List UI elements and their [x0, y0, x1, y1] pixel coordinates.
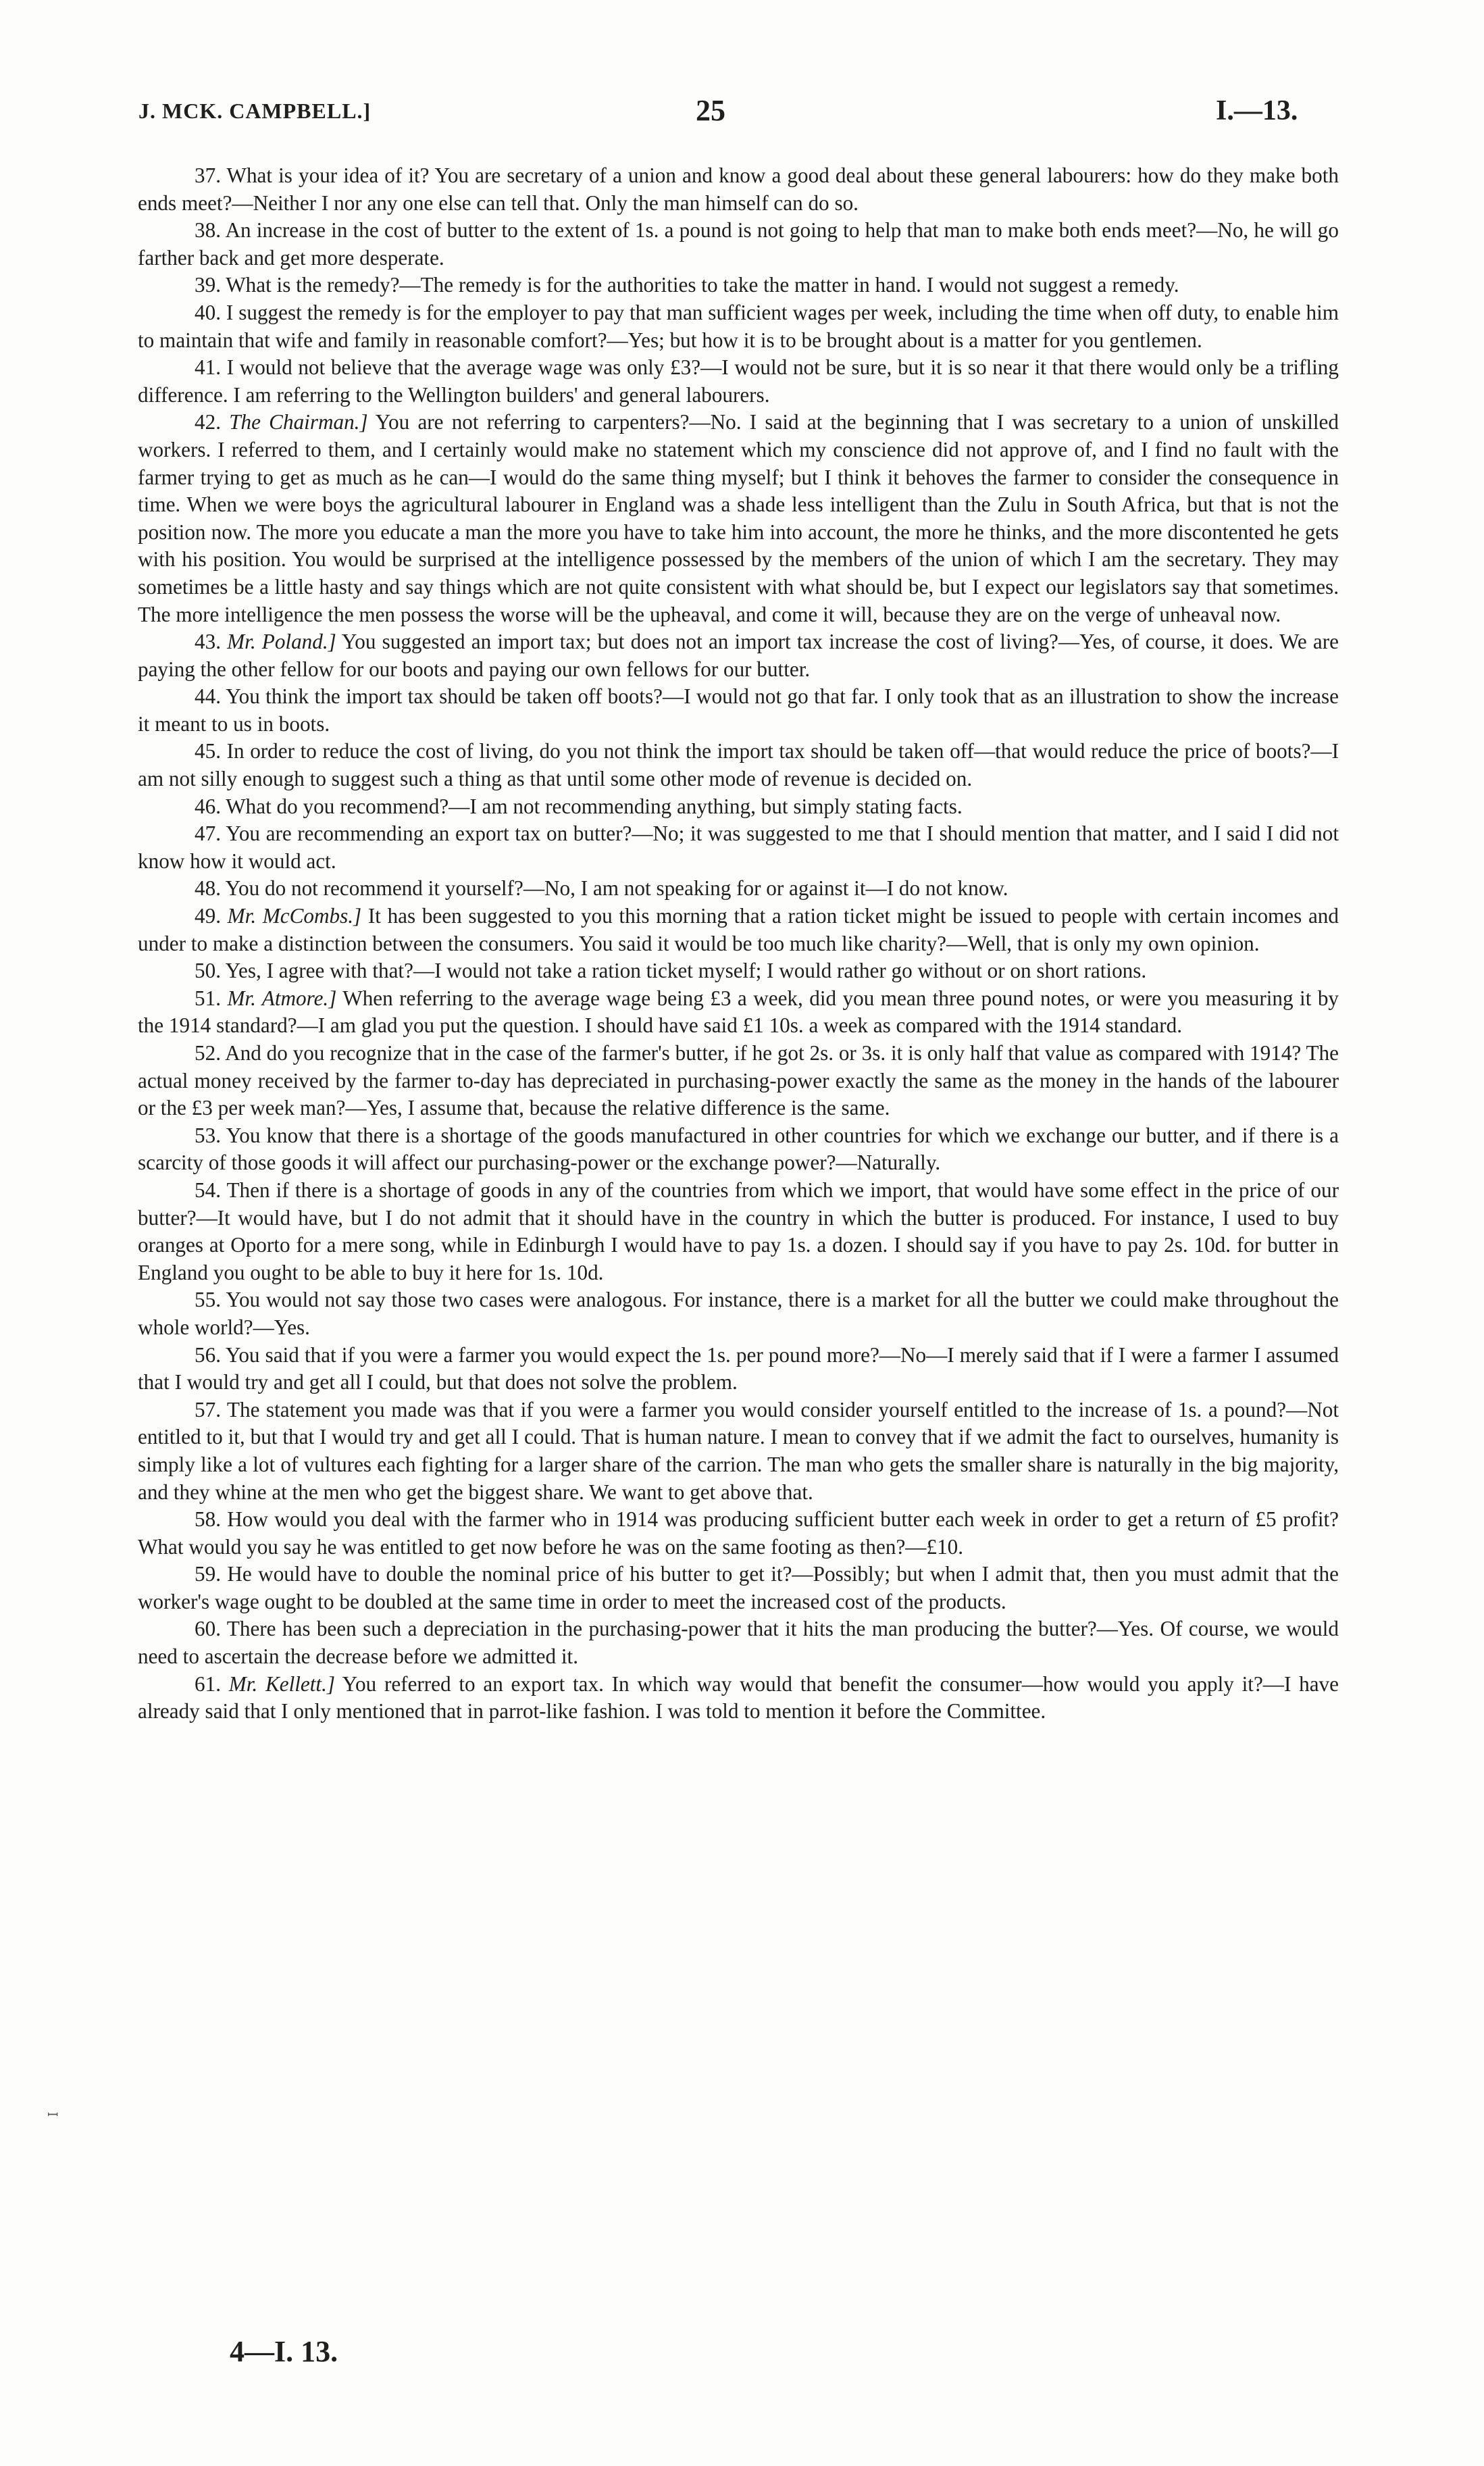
- question-paragraph: [138, 1177, 1339, 1286]
- paragraph-text: 54. Then if there is a shortage of goods in any of the countries from which we import, that would have some effect in the price of our butter?—It would have, but I do not admit that it should have in the country in which the butter is produced. For instance, I used to buy oranges at Oporto for a mere song, while in Edinburgh I would have to pay 1s. a dozen. I should say if you have to pay 2s. 10d. for butter in England you ought to be able to buy it here for 1s. 10d.: [138, 1178, 1339, 1284]
- paragraph-text: 57. The statement you made was that if you were a farmer you would consider yourself entitled to the increase of 1s. a pound?—Not entitled to it, but that I would try and get all I could. That is human nature. I mean to convey that if we admit the fact to ourselves, humanity is simply like a lot of vultures each fighting for a larger share of the carrion. The man who gets the smaller share is naturally in the big majority, and they whine at the men who get the biggest share. We want to get above that.: [138, 1397, 1339, 1504]
- question-paragraph: [138, 957, 1339, 985]
- paragraph-text: 52. And do you recognize that in the case of the farmer's butter, if he got 2s. or 3s. it is only half that value as compared with 1914? The actual money received by the farmer to-day has depreciated in purchasing-power exactly the same as the money in the hands of the labourer or the £3 per week man?—Yes, I assume that, because the relative difference is the same.: [138, 1041, 1339, 1120]
- paragraph-text: 39. What is the remedy?—The remedy is for the authorities to take the matter in hand. I would not suggest a remedy.: [195, 273, 1179, 297]
- page-number: 25: [696, 94, 725, 127]
- question-paragraph: [138, 738, 1339, 792]
- paragraph-text: 59. He would have to double the nominal price of his butter to get it?—Possibly; but when I admit that, then you must admit that the worker's wage ought to be doubled at the same time in order to meet the increased cost of the products.: [138, 1562, 1339, 1613]
- witness-name-header: J. MCK. CAMPBELL.]: [138, 99, 372, 123]
- question-paragraph: [138, 1615, 1339, 1670]
- question-paragraph: [138, 820, 1339, 875]
- question-paragraph: [138, 354, 1339, 409]
- speaker-label: Mr. Poland.]: [227, 630, 336, 654]
- question-paragraph: [138, 793, 1339, 821]
- question-paragraph: [138, 1122, 1339, 1177]
- evidence-text: [138, 162, 1339, 1726]
- paragraph-text: 48. You do not recommend it yourself?—No, I am not speaking for or against it—I do not know.: [195, 876, 1008, 901]
- question-paragraph: [138, 683, 1339, 738]
- paragraph-text: 55. You would not say those two cases were analogous. For instance, there is a market for all the butter we could make throughout the whole world?—Yes.: [138, 1288, 1339, 1339]
- question-paragraph: [138, 1396, 1339, 1506]
- signature-mark: 4—I. 13.: [230, 2335, 338, 2368]
- question-paragraph: [138, 217, 1339, 272]
- speaker-label: Mr. Kellett.]: [228, 1671, 336, 1696]
- speaker-label: The Chairman.]: [229, 410, 368, 434]
- question-paragraph: 43. Mr. Poland.] You suggested an import tax; but does not an import tax increase the cost of living?—Yes, of course, it does. We are paying the other fellow for our boots and paying our own fellows for our butter.: [138, 630, 1339, 681]
- paragraph-text: 58. How would you deal with the farmer who in 1914 was producing sufficient butter each week in order to get a return of £5 profit? What would you say he was entitled to get now before he was on the same footing as then?—£10.: [138, 1507, 1339, 1559]
- paragraph-text: 56. You said that if you were a farmer you would expect the 1s. per pound more?—No—I merely said that if I were a farmer I assumed that I would try and get all I could, but that does not solve the problem.: [138, 1342, 1339, 1394]
- question-paragraph: [138, 1040, 1339, 1122]
- paragraph-text: 38. An increase in the cost of butter to the extent of 1s. a pound is not going to help that man to make both ends meet?—No, he will go farther back and get more desperate.: [138, 218, 1339, 270]
- question-paragraph: [138, 272, 1339, 299]
- question-paragraph: [138, 1506, 1339, 1561]
- question-paragraph: [138, 299, 1339, 354]
- paragraph-text: 41. I would not believe that the average wage was only £3?—I would not be sure, but it is so near it that there would only be a trifling difference. I am referring to the Wellington builders' and general labourers.: [138, 355, 1339, 407]
- question-paragraph: 42. The Chairman.] You are not referring to carpenters?—No. I said at the beginning that I was secretary to a union of unskilled workers. I referred to them, and I certainly would make no statement which my conscience did not approve of, and I find no fault with the farmer trying to get as much as he can—I would do the same thing myself; but I think it behoves the farmer to consider the consequence in time. When we were boys the agricultural labourer in England was a shade less intelligent than the Zulu in South Africa, but that is not the position now. The more you educate a man the more you have to take him into account, the more he thinks, and the more discontented he gets with his position. You would be surprised at the intelligence possessed by the members of the union of which I am the secretary. They may sometimes be a little hasty and say things which are not quite consistent with what should be, but I expect our legislators say that sometimes. The more intelligence the men possess the worse will be the upheaval, and come it will, because they are on the verge of unheaval now.: [138, 410, 1339, 626]
- question-paragraph: [138, 1286, 1339, 1341]
- paragraph-text: 50. Yes, I agree with that?—I would not take a ration ticket myself; I would rather go without or on short rations.: [195, 959, 1147, 983]
- paragraph-text: 46. What do you recommend?—I am not recommending anything, but simply stating facts.: [195, 794, 963, 818]
- speaker-label: Mr. Atmore.]: [227, 986, 337, 1010]
- paragraph-text: 53. You know that there is a shortage of the goods manufactured in other countries for which we exchange our butter, and if there is a scarcity of those goods it will affect our purchasing-power or the exchange power?—Naturally.: [138, 1123, 1339, 1175]
- paragraph-text: 40. I suggest the remedy is for the employer to pay that man sufficient wages per week, including the time when off duty, to enable him to maintain that wife and family in reasonable comfort?—Yes; but how it is to be brought about is a matter for you gentlemen.: [138, 300, 1339, 352]
- question-paragraph: [138, 1561, 1339, 1615]
- question-paragraph: [138, 162, 1339, 217]
- question-paragraph: 61. Mr. Kellett.] You referred to an export tax. In which way would that benefit the consumer—how would you apply it?—I have already said that I only mentioned that in parrot-like fashion. I was told to mention it before the Committee.: [138, 1671, 1339, 1723]
- paragraph-text: 37. What is your idea of it? You are secretary of a union and know a good deal about these general labourers: how do they make both ends meet?—Neither I nor any one else can tell that. Only the man himself can do so.: [138, 163, 1339, 215]
- paragraph-text: 44. You think the import tax should be taken off boots?—I would not go that far. I only took that as an illustration to show the increase it meant to us in boots.: [138, 684, 1339, 736]
- question-paragraph: 51. Mr. Atmore.] When referring to the average wage being £3 a week, did you mean three pound notes, or were you measuring it by the 1914 standard?—I am glad you put the question. I should have said £1 10s. a week as compared with the 1914 standard.: [138, 986, 1339, 1038]
- question-paragraph: [138, 875, 1339, 903]
- paragraph-text: 47. You are recommending an export tax on butter?—No; it was suggested to me that I should mention that matter, and I said I did not know how it would act.: [138, 822, 1339, 873]
- paragraph-text: 45. In order to reduce the cost of living, do you not think the import tax should be taken off—that would reduce the price of boots?—I am not silly enough to suggest such a thing as that until some other mode of revenue is decided on.: [138, 739, 1339, 791]
- question-paragraph: 49. Mr. McCombs.] It has been suggested to you this morning that a ration ticket might be issued to people with certain incomes and under to make a distinction between the consumers. You said it would be too much like charity?—Well, that is only my own opinion.: [138, 904, 1339, 955]
- paper-reference: I.—13.: [1216, 95, 1298, 126]
- paragraph-text: 60. There has been such a depreciation in the purchasing-power that it hits the man producing the butter?—Yes. Of course, we would need to ascertain the decrease before we admitted it.: [138, 1617, 1339, 1669]
- page-header: [0, 93, 1484, 134]
- speaker-label: Mr. McCombs.]: [227, 904, 362, 928]
- print-speck: ꟷ: [47, 2107, 59, 2123]
- question-paragraph: [138, 1342, 1339, 1396]
